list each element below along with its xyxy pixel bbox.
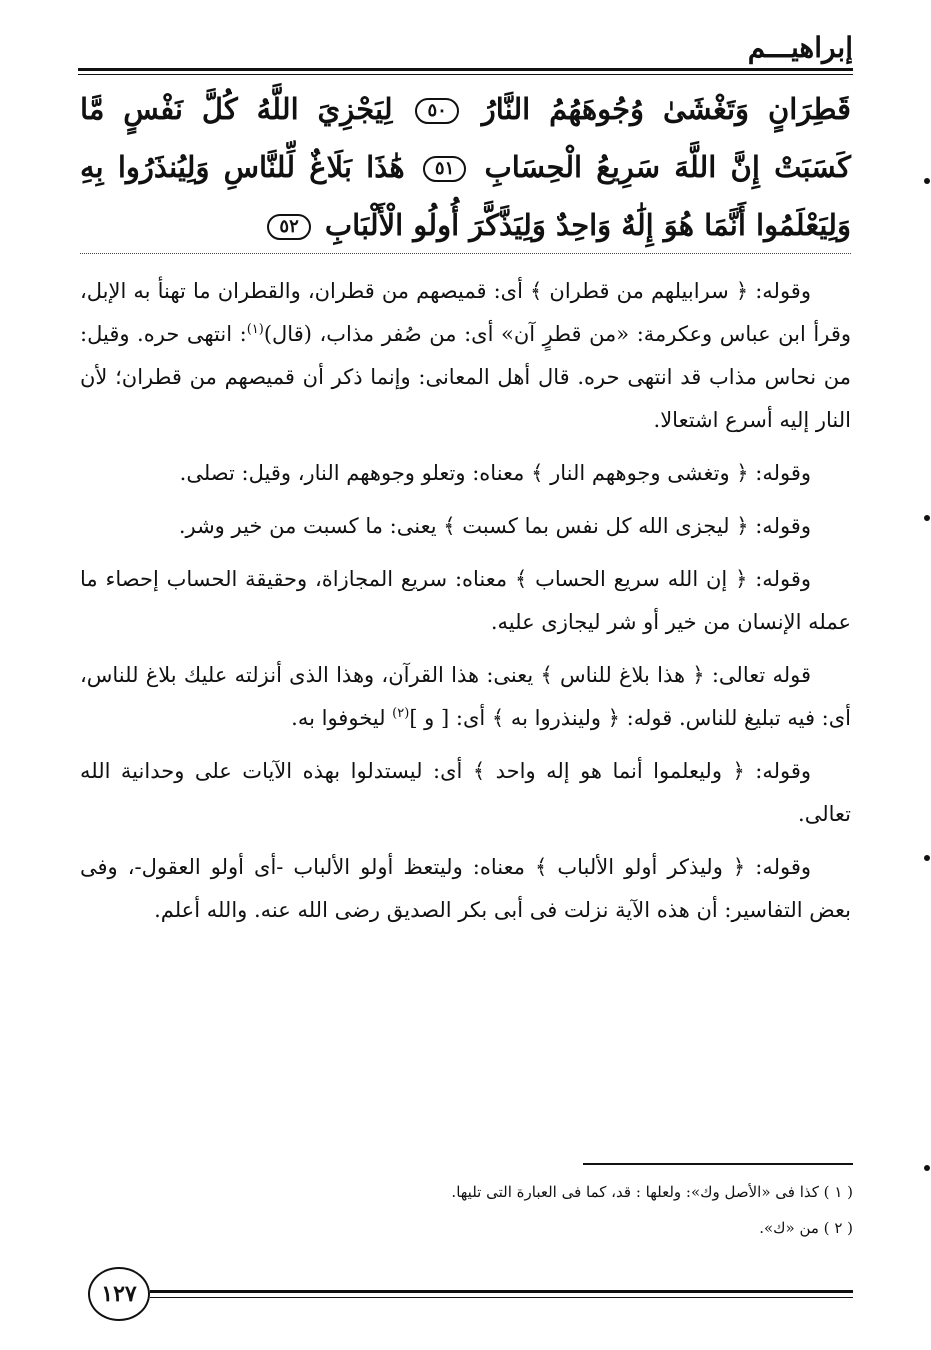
quran-text: قَطِرَانٍ وَتَغْشَىٰ وُجُوهَهُمُ النَّارُ bbox=[481, 92, 851, 126]
quran-verses-block bbox=[80, 80, 851, 254]
margin-dot bbox=[924, 515, 930, 521]
footnote: ( ٢ ) من «ك». bbox=[759, 1219, 853, 1237]
margin-dot bbox=[924, 1165, 930, 1171]
quran-line bbox=[80, 80, 851, 254]
footer-rule-thin bbox=[150, 1297, 853, 1298]
page-number: ١٢٧ bbox=[88, 1267, 150, 1321]
footer-rule-thick bbox=[150, 1290, 853, 1293]
ayah-number-marker: ٥٠ bbox=[415, 98, 458, 124]
commentary-paragraph bbox=[80, 270, 851, 442]
quran-text: هَٰذَا بَلَاغٌ لِّلنَّاسِ وَلِيُنذَرُوا بِهِ وَلِيَعْلَمُوا أَنَّمَا هُوَ إِلَٰهٌ وَاحِدٌ وَلِيَذَّكَّرَ أُولُو الْأَلْبَابِ bbox=[80, 150, 851, 242]
paragraph-text: وقوله: ﴿ سرابيلهم من قطران ﴾ أى: قميصهم من قطران، والقطران ما تهنأ به الإبل، وقرأ ابن عباس وعكرمة: «من قطرٍ آن» أى: من صُفر مذاب، (قال) bbox=[80, 279, 851, 346]
commentary-paragraph: وقوله: ﴿ وتغشى وجوههم النار ﴾ معناه: وتعلو وجوههم النار، وقيل: تصلى. bbox=[179, 461, 811, 485]
commentary-paragraph: وقوله: ﴿ ليجزى الله كل نفس بما كسبت ﴾ يعنى: ما كسبت من خير وشر. bbox=[178, 514, 811, 538]
paragraph-text: : انتهى حره. وقيل: من نحاس مذاب قد انتهى حره. قال أهل المعانى: وإنما ذكر أن قميصهم من قطران؛ لأن النار إليه أسرع اشتعالا. bbox=[80, 322, 851, 432]
commentary-body bbox=[80, 270, 851, 942]
quran-text: لِيَجْزِيَ اللَّهُ كُلَّ نَفْسٍ مَّا كَسَبَتْ إِنَّ اللَّهَ سَرِيعُ الْحِسَابِ bbox=[80, 92, 851, 184]
footnotes bbox=[80, 1178, 853, 1250]
running-header-title: إبراهيـــم bbox=[747, 31, 853, 64]
paragraph-text: قوله تعالى: ﴿ هذا بلاغ للناس ﴾ يعنى: هذا القرآن، وهذا الذى أنزلته عليك بلاغ للناس، أى: فيه تبليغ للناس. قوله: ﴿ ولينذروا به ﴾ أى: [ و ] bbox=[80, 663, 851, 730]
margin-dot bbox=[924, 178, 930, 184]
ayah-number-marker: ٥١ bbox=[423, 156, 466, 182]
paragraph-text: ليخوفوا به. bbox=[291, 706, 393, 730]
margin-dot bbox=[924, 855, 930, 861]
ayah-number-marker: ٥٢ bbox=[267, 214, 310, 240]
dotted-separator bbox=[80, 253, 851, 254]
footnote-ref: (١) bbox=[246, 322, 264, 337]
commentary-paragraph: وقوله: ﴿ وليعلموا أنما هو إله واحد ﴾ أى: ليستدلوا بهذه الآيات على وحدانية الله تعالى. bbox=[80, 759, 851, 826]
footnote-separator bbox=[583, 1163, 853, 1165]
commentary-paragraph bbox=[80, 654, 851, 740]
commentary-paragraph: وقوله: ﴿ وليذكر أولو الألباب ﴾ معناه: وليتعظ أولو الألباب -أى أولو العقول-، وفى بعض التفاسير: أن هذه الآية نزلت فى أبى بكر الصديق رضى الله عنه. والله أعلم. bbox=[80, 855, 851, 922]
footnote-ref: (٢) bbox=[392, 706, 410, 721]
footnote: ( ١ ) كذا فى «الأصل وك»: ولعلها : قد، كما فى العبارة التى تليها. bbox=[451, 1183, 853, 1201]
header-rule-thin bbox=[78, 74, 853, 75]
commentary-paragraph: وقوله: ﴿ إن الله سريع الحساب ﴾ معناه: سريع المجازاة، وحقيقة الحساب إحصاء ما عمله الإنسان من خير أو شر ليجازى عليه. bbox=[80, 567, 851, 634]
header-rule-thick bbox=[78, 68, 853, 71]
